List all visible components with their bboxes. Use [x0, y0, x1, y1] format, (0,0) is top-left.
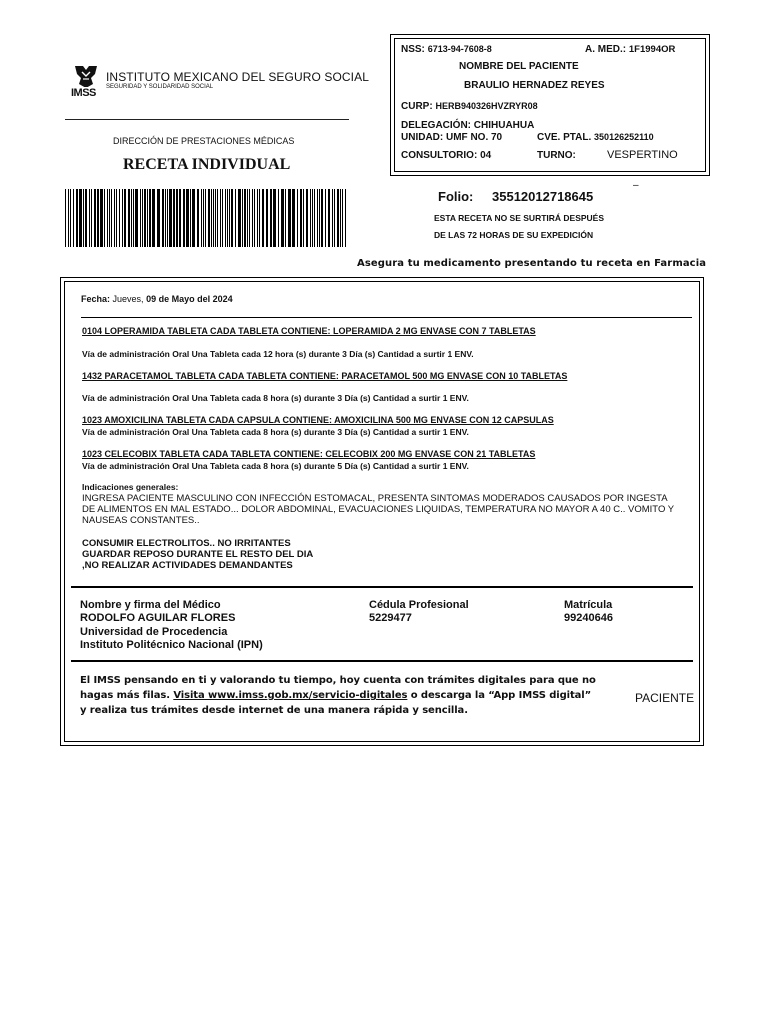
barcode-bar — [65, 189, 66, 247]
fecha-row — [81, 294, 233, 304]
doctor-divider — [71, 586, 693, 588]
barcode-bar — [131, 189, 132, 247]
imss-logo-text: IMSS — [71, 87, 96, 99]
indicaciones-label: Indicaciones generales: — [82, 482, 179, 492]
barcode-bar — [203, 189, 204, 247]
consultorio-row — [401, 150, 491, 161]
cve-label: CVE. PTAL. — [537, 132, 592, 143]
barcode-bar — [147, 189, 148, 247]
barcode-bar — [76, 189, 78, 247]
barcode-bar — [266, 189, 268, 247]
barcode-bar — [152, 189, 155, 247]
patient-name: BRAULIO HERNADEZ REYES — [464, 80, 605, 91]
institution-name: INSTITUTO MEXICANO DEL SEGURO SOCIAL — [106, 70, 369, 84]
medication-name: 0104 LOPERAMIDA TABLETA CADA TABLETA CONTIENE: LOPERAMIDA 2 MG ENVASE CON 7 TABLETAS — [82, 326, 536, 336]
barcode-bar — [306, 189, 308, 247]
barcode-bar — [100, 189, 103, 247]
fecha-divider — [81, 317, 692, 318]
delegacion-label: DELEGACIÓN: — [401, 120, 471, 131]
unidad-value: UMF NO. 70 — [446, 132, 503, 143]
barcode-bar — [222, 189, 223, 247]
digital-msg-line2 — [80, 688, 591, 703]
delegacion-value: CHIHUAHUA — [473, 120, 535, 131]
barcode-bar — [292, 189, 295, 247]
barcode-bar — [242, 189, 243, 247]
barcode-bar — [262, 189, 264, 247]
folio-label: Folio: — [438, 189, 474, 204]
barcode-bar — [179, 189, 181, 247]
medication-instructions: Vía de administración Oral Una Tableta cada 8 hora (s) durante 3 Día (s) Cantidad a surtir 1 ENV. — [82, 393, 469, 403]
barcode-bar — [288, 189, 291, 247]
fecha-day: Jueves, — [112, 294, 144, 304]
folio-note-line2: DE LAS 72 HORAS DE SU EXPEDICIÓN — [434, 230, 594, 240]
barcode-bar — [328, 189, 330, 247]
amed-row — [585, 44, 675, 55]
barcode-bar — [321, 189, 323, 247]
barcode-bar — [97, 189, 99, 247]
imss-digital-link[interactable]: Visita www.imss.gob.mx/servicio-digitales — [173, 690, 408, 701]
barcode-bar — [89, 189, 90, 247]
folio-dash: – — [633, 180, 639, 191]
barcode-bar — [300, 189, 302, 247]
barcode-bar — [124, 189, 126, 247]
barcode-bar — [319, 189, 320, 247]
fecha-label: Fecha: — [81, 294, 111, 304]
barcode-bar — [259, 189, 260, 247]
barcode-bar — [235, 189, 236, 247]
header-divider — [65, 119, 349, 120]
barcode-bar — [73, 189, 74, 247]
barcode-bar — [133, 189, 134, 247]
indicaciones-text: INGRESA PACIENTE MASCULINO CON INFECCIÓN ESTOMACAL, PRESENTA SINTOMAS MODERADOS CAUSADOS POR INGESTA DE ALIMENTOS EN MAL ESTADO... DOLOR ABDOMINAL, EVACUACIONES LIQUIDAS, TEMPERATURA NO MAYOR A 40 C.. VOMITO Y NAUSEAS CONSTANTES.. — [82, 493, 674, 526]
barcode-bar — [211, 189, 212, 247]
barcode-bar — [197, 189, 199, 247]
barcode-bar — [208, 189, 210, 247]
unidad-label: UNIDAD: — [401, 132, 444, 143]
amed-label: A. MED.: — [585, 44, 627, 55]
barcode-bar — [79, 189, 82, 247]
digital-msg-line3: y realiza tus trámites desde internet de una manera rápida y sencilla. — [80, 705, 468, 716]
barcode-bar — [257, 189, 258, 247]
amed-value: 1F1994OR — [628, 44, 676, 55]
curp-row — [401, 101, 538, 112]
barcode-bar — [162, 189, 164, 247]
consultorio-label: CONSULTORIO: — [401, 150, 478, 161]
turno-value: VESPERTINO — [607, 149, 678, 161]
barcode-bar — [192, 189, 195, 247]
barcode-bar — [157, 189, 160, 247]
delegacion-row — [401, 120, 534, 131]
barcode-bar — [249, 189, 250, 247]
barcode-bar — [325, 189, 326, 247]
barcode-bar — [142, 189, 143, 247]
barcode-bar — [303, 189, 304, 247]
nss-value: 6713-94-7608-8 — [427, 44, 492, 54]
barcode-bar — [314, 189, 315, 247]
cve-value: 350126252110 — [594, 132, 654, 142]
barcode-bar — [107, 189, 108, 247]
barcode-bar — [190, 189, 191, 247]
barcode-bar — [119, 189, 120, 247]
digital-msg-text: hagas más filas. — [80, 690, 170, 701]
barcode-bar — [225, 189, 226, 247]
barcode-bar — [135, 189, 138, 247]
nss-label: NSS: — [401, 44, 425, 55]
barcode-bar — [165, 189, 166, 247]
barcode-bar — [149, 189, 151, 247]
barcode-bar — [317, 189, 318, 247]
barcode-bar — [128, 189, 130, 247]
consejo-item: GUARDAR REPOSO DURANTE EL RESTO DEL DIA — [82, 549, 314, 560]
barcode-bar — [220, 189, 221, 247]
barcode-bar — [91, 189, 92, 247]
barcode-bar — [332, 189, 333, 247]
barcode-bar — [310, 189, 311, 247]
institution-subtitle: SEGURIDAD Y SOLIDARIDAD SOCIAL — [106, 84, 214, 90]
barcode-bar — [229, 189, 230, 247]
barcode-bar — [116, 189, 117, 247]
barcode-bar — [169, 189, 172, 247]
cedula-label: Cédula Profesional — [369, 599, 469, 611]
barcode-bar — [254, 189, 255, 247]
fecha-date: 09 de Mayo del 2024 — [146, 294, 233, 304]
barcode-bar — [278, 189, 279, 247]
barcode-bar — [273, 189, 276, 247]
barcode-bar — [215, 189, 216, 247]
barcode — [65, 189, 349, 247]
barcode-bar — [109, 189, 110, 247]
universidad-value: Instituto Politécnico Nacional (IPN) — [80, 639, 263, 651]
barcode-bar — [238, 189, 241, 247]
barcode-bar — [122, 189, 123, 247]
medication-instructions: Vía de administración Oral Una Tableta cada 8 hora (s) durante 5 Día (s) Cantidad a surtir 1 ENV. — [82, 461, 469, 471]
barcode-bar — [281, 189, 284, 247]
patient-name-label: NOMBRE DEL PACIENTE — [459, 61, 579, 72]
digital-msg-line1: El IMSS pensando en ti y valorando tu tiempo, hoy cuenta con trámites digitales para que no — [80, 675, 596, 686]
medication-instructions: Vía de administración Oral Una Tableta cada 12 hora (s) durante 3 Día (s) Cantidad a surtir 1 ENV. — [82, 349, 474, 359]
barcode-bar — [247, 189, 248, 247]
footer-divider — [71, 660, 693, 662]
consultorio-value: 04 — [480, 150, 492, 161]
barcode-bar — [340, 189, 341, 247]
barcode-bar — [144, 189, 146, 247]
barcode-bar — [337, 189, 339, 247]
barcode-bar — [213, 189, 214, 247]
barcode-bar — [231, 189, 233, 247]
medication-instructions: Vía de administración Oral Una Tableta cada 8 hora (s) durante 3 Día (s) Cantidad a surtir 1 ENV. — [82, 427, 469, 437]
barcode-bar — [312, 189, 313, 247]
cve-row — [537, 132, 654, 143]
barcode-bar — [167, 189, 168, 247]
consejo-item: CONSUMIR ELECTROLITOS.. NO IRRITANTES — [82, 538, 291, 549]
barcode-bar — [114, 189, 115, 247]
barcode-bar — [201, 189, 202, 247]
barcode-bar — [217, 189, 218, 247]
matricula-label: Matrícula — [564, 599, 613, 611]
firma-label: Nombre y firma del Médico — [80, 599, 221, 611]
medication-name: 1023 CELECOBIX TABLETA CADA TABLETA CONTIENE: CELECOBIX 200 MG ENVASE CON 21 TABLETAS — [82, 449, 536, 459]
barcode-bar — [270, 189, 272, 247]
barcode-bar — [68, 189, 69, 247]
unidad-row — [401, 132, 502, 143]
barcode-bar — [85, 189, 87, 247]
barcode-bar — [176, 189, 178, 247]
barcode-bar — [297, 189, 298, 247]
asegura-notice: Asegura tu medicamento presentando tu receta en Farmacia — [357, 258, 707, 269]
barcode-bar — [244, 189, 246, 247]
medication-name: 1432 PARACETAMOL TABLETA CADA TABLETA CONTIENE: PARACETAMOL 500 MG ENVASE CON 10 TABLETAS — [82, 371, 568, 381]
barcode-bar — [334, 189, 335, 247]
barcode-bar — [94, 189, 96, 247]
copy-label: PACIENTE — [635, 691, 695, 705]
barcode-bar — [183, 189, 185, 247]
barcode-bar — [227, 189, 228, 247]
barcode-bar — [252, 189, 253, 247]
barcode-bar — [173, 189, 175, 247]
page-title: RECETA INDIVIDUAL — [123, 156, 291, 173]
matricula-value: 99240646 — [564, 612, 613, 624]
nss-row — [401, 44, 492, 55]
curp-value: HERB940326HVZRYR08 — [435, 101, 538, 111]
barcode-bar — [83, 189, 84, 247]
doctor-name: RODOLFO AGUILAR FLORES — [80, 612, 236, 624]
barcode-bar — [140, 189, 141, 247]
barcode-bar — [70, 189, 71, 247]
barcode-bar — [285, 189, 286, 247]
cedula-value: 5229477 — [369, 612, 412, 624]
universidad-label: Universidad de Procedencia — [80, 626, 228, 638]
consejo-item: ,NO REALIZAR ACTIVIDADES DEMANDANTES — [82, 560, 293, 571]
barcode-bar — [345, 189, 346, 247]
folio-number: 35512012718645 — [492, 189, 594, 204]
barcode-bar — [186, 189, 189, 247]
barcode-bar — [205, 189, 206, 247]
direccion-label: DIRECCIÓN DE PRESTACIONES MÉDICAS — [113, 136, 295, 146]
barcode-bar — [111, 189, 112, 247]
turno-label: TURNO: — [537, 150, 576, 161]
medication-name: 1023 AMOXICILINA TABLETA CADA CAPSULA CONTIENE: AMOXICILINA 500 MG ENVASE CON 12 CAPSULAS — [82, 415, 554, 425]
digital-msg-text: o descarga la “App IMSS digital” — [410, 690, 592, 701]
barcode-bar — [342, 189, 343, 247]
folio-note-line1: ESTA RECETA NO SE SURTIRÁ DESPUÉS — [434, 213, 605, 223]
barcode-bar — [104, 189, 105, 247]
curp-label: CURP: — [401, 101, 433, 112]
